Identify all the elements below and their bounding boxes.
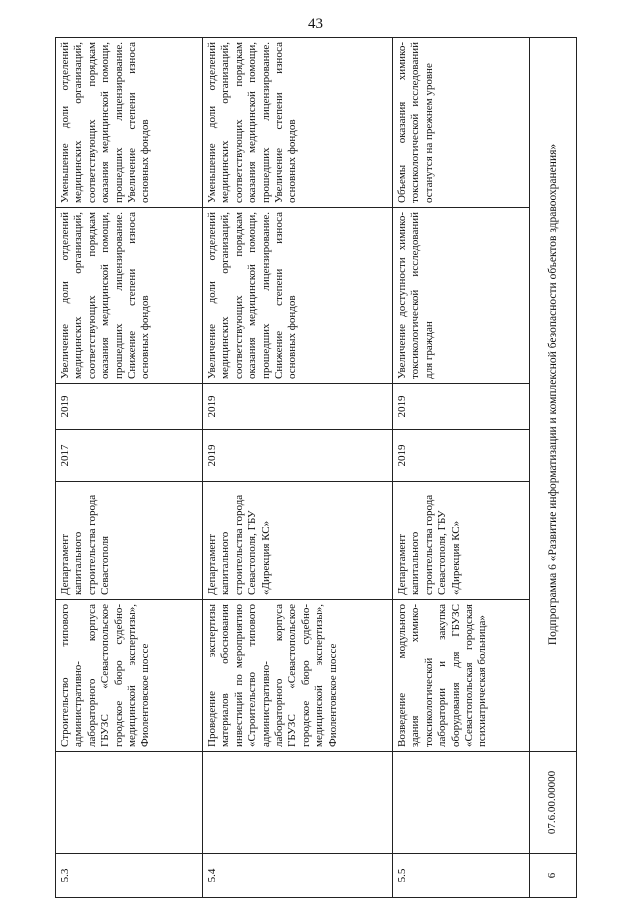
cell-end-year: 2019 bbox=[203, 384, 393, 430]
subprogram-title: Подпрограмма 6 «Развитие информатизации и комплексной безопасности объектов здравоохранения» bbox=[530, 38, 577, 752]
cell-consequences: Уменьшение доли отделений медицинских организаций, соответствующих порядкам оказания медицинской помощи, прошедших лицензирование. Увеличение степени износа основных фондов bbox=[203, 38, 393, 208]
table-row bbox=[56, 38, 203, 898]
cell-end-year: 2019 bbox=[56, 384, 203, 430]
cell-expected-result: Увеличение доли отделений медицинских организаций, соответствующих порядкам оказания медицинской помощи, прошедших лицензирование. Снижение степени износа основных фондов bbox=[56, 208, 203, 384]
cell-code bbox=[56, 752, 203, 854]
table-row bbox=[203, 38, 393, 898]
cell-measure-name: Строительство типового административно-лабораторного корпуса ГБУЗС «Севастопольское городское бюро судебно-медицинской экспертизы», Фиолентовское шоссе bbox=[56, 600, 203, 752]
table-row bbox=[393, 38, 530, 898]
cell-num: 5.5 bbox=[393, 854, 530, 898]
program-measures-table bbox=[55, 37, 577, 898]
cell-code bbox=[393, 752, 530, 854]
cell-executor: Департамент капитального строительства города Севастополя, ГБУ «Дирекция КС» bbox=[393, 482, 530, 600]
subprogram-code: 07.6.00.00000 bbox=[530, 752, 577, 854]
cell-consequences: Объемы оказания химико-токсикологической исследований останутся на прежнем уровне bbox=[393, 38, 530, 208]
cell-start-year: 2019 bbox=[203, 430, 393, 482]
cell-measure-name: Проведение экспертизы материалов обоснования инвестиций по мероприятию «Строительство типового административно-лабораторного корпуса ГБУЗС «Севастопольское городское бюро судебно-медицинской экспертизы», Фиолентовское шоссе bbox=[203, 600, 393, 752]
cell-start-year: 2019 bbox=[393, 430, 530, 482]
cell-end-year: 2019 bbox=[393, 384, 530, 430]
cell-expected-result: Увеличение доли отделений медицинских организаций, соответствующих порядкам оказания медицинской помощи, прошедших лицензирование. Снижение степени износа основных фондов bbox=[203, 208, 393, 384]
cell-expected-result: Увеличение доступности химико-токсикологической исследований для граждан bbox=[393, 208, 530, 384]
cell-code bbox=[203, 752, 393, 854]
table-frame bbox=[55, 38, 576, 898]
cell-consequences: Уменьшение доли отделений медицинских организаций, соответствующих порядкам оказания медицинской помощи, прошедших лицензирование. Увеличение степени износа основных фондов bbox=[56, 38, 203, 208]
subprogram-num: 6 bbox=[530, 854, 577, 898]
page-number: 43 bbox=[308, 16, 323, 32]
cell-num: 5.4 bbox=[203, 854, 393, 898]
cell-executor: Департамент капитального строительства города Севастополя bbox=[56, 482, 203, 600]
cell-num: 5.3 bbox=[56, 854, 203, 898]
cell-executor: Департамент капитального строительства города Севастополя, ГБУ «Дирекция КС» bbox=[203, 482, 393, 600]
cell-measure-name: Возведение модульного здания химико-токсикологической лаборатории и закупка оборудования для ГБУЗС «Севастопольская городская психиатрическая больница» bbox=[393, 600, 530, 752]
subprogram-row bbox=[530, 38, 577, 898]
cell-start-year: 2017 bbox=[56, 430, 203, 482]
rotated-table-wrapper bbox=[55, 38, 576, 898]
